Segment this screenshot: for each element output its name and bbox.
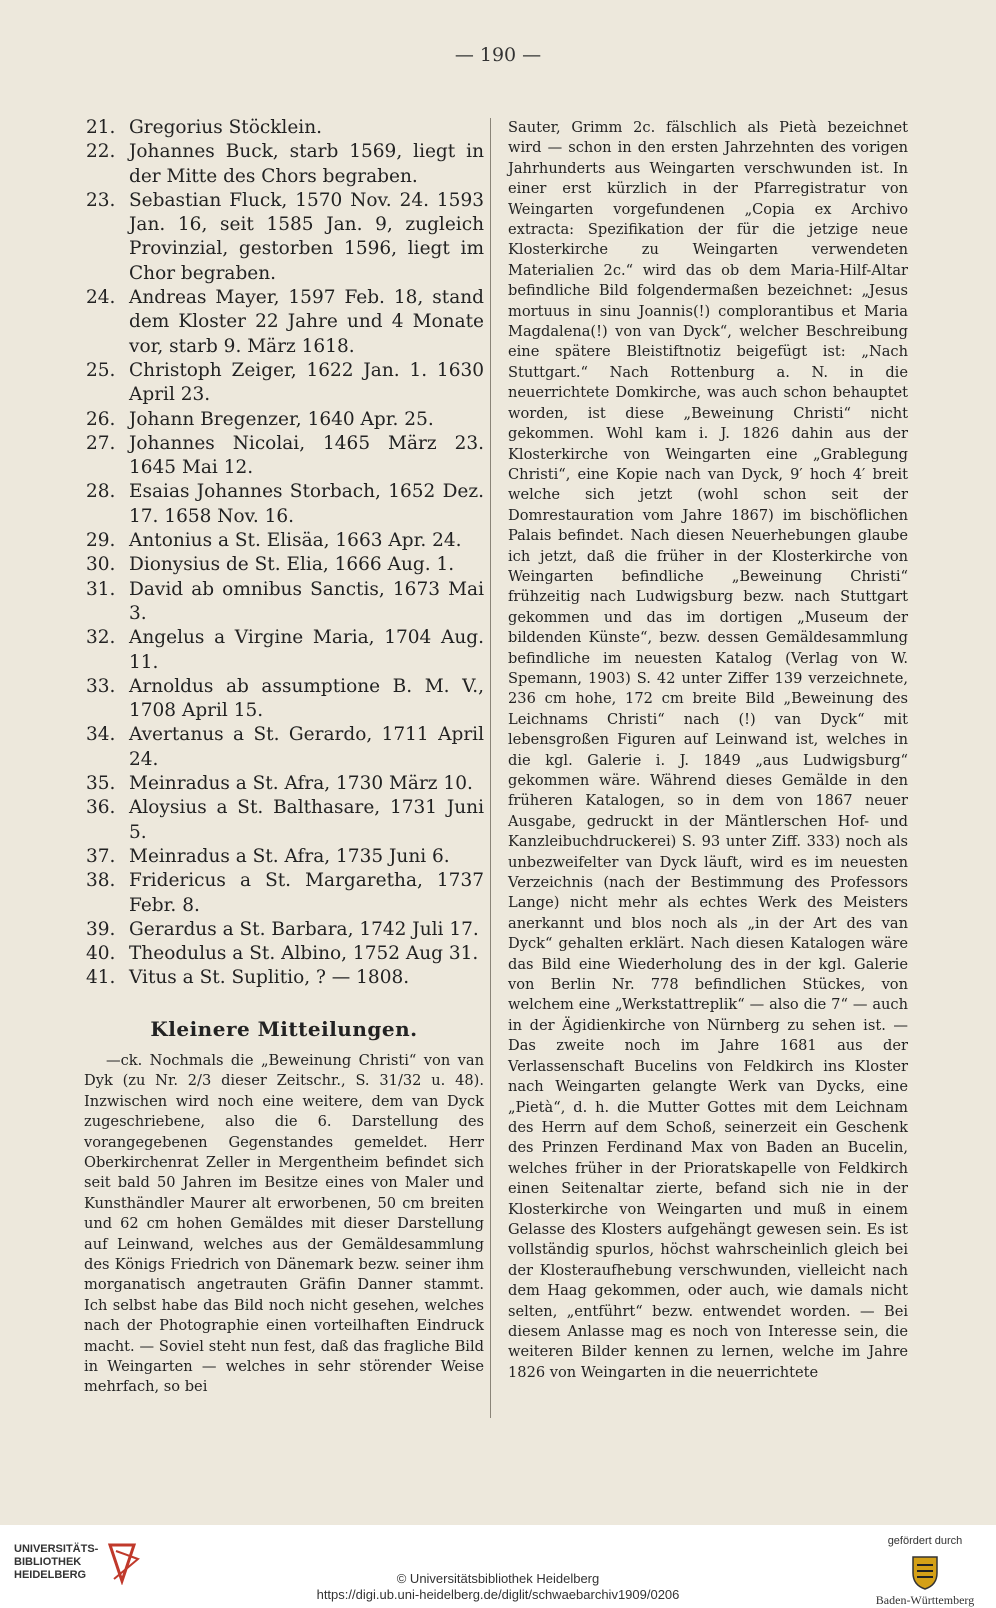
list-number: 40.	[86, 943, 116, 965]
list-text: Theodulus a St. Albino, 1752 Aug 31.	[129, 943, 479, 965]
section-title: Kleinere Mitteilungen.	[150, 1016, 418, 1041]
list-text: Meinradus a St. Afra, 1735 Juni 6.	[129, 845, 450, 867]
list-item	[84, 942, 484, 966]
list-number: 36.	[86, 797, 116, 819]
right-column	[508, 118, 908, 1383]
list-number: 29.	[86, 530, 116, 552]
list-item	[84, 189, 484, 286]
list-item	[84, 432, 484, 481]
list-text: David ab omnibus Sanctis, 1673 Mai 3.	[129, 578, 484, 624]
list-number: 35.	[86, 773, 116, 795]
coat-of-arms-icon	[905, 1551, 945, 1591]
list-number: 26.	[86, 408, 116, 430]
list-text: Arnoldus ab assumptione B. M. V., 1708 April 15.	[129, 675, 484, 722]
list-number: 23.	[86, 189, 116, 211]
list-number: 27.	[86, 432, 116, 454]
list-text: Johannes Nicolai, 1465 März 23. 1645 Mai 12.	[129, 432, 484, 479]
list-text: Meinradus a St. Afra, 1730 März 10.	[129, 773, 473, 795]
list-text: Avertanus a St. Gerardo, 1711 April 24.	[129, 724, 484, 770]
list-number: 30.	[86, 554, 116, 576]
prior-list	[84, 116, 484, 991]
list-number: 22.	[86, 141, 116, 163]
list-item	[84, 553, 484, 577]
list-item	[84, 578, 484, 627]
list-text: Vitus a St. Suplitio, ? — 1808.	[129, 967, 410, 989]
list-number: 24.	[86, 287, 116, 309]
list-text: Antonius a St. Elisäa, 1663 Apr. 24.	[129, 530, 462, 552]
list-text: Johann Bregenzer, 1640 Apr. 25.	[129, 408, 434, 430]
left-paragraph: —ck. Nochmals die „Beweinung Christi“ von van Dyk (zu Nr. 2/3 dieser Zeitschr., S. 31/32 u. 48). Inzwischen wird noch eine weitere, dem van Dyck zugeschriebene, also die 6. Darstellung des vorangegebenen Gegenstandes gemeldet. Herr Oberkirchenrat Zeller in Mergentheim befindet sich seit bald 50 Jahren im Besitze eines von Maler und Kunsthändler Maurer alt erworbenen, 50 cm breiten und 62 cm hohen Gemäldes mit dieser Darstellung auf Leinwand, welches aus der Gemäldesammlung des Königs Friedrich von Dänemark bezw. seiner ihm morganatisch angetrauten Gräfin Danner stammt. Ich selbst habe das Bild noch nicht gesehen, welches nach der Photographie einen vorteilhaften Eindruck macht. — Soviel steht nun fest, daß das fragliche Bild in Weingarten — welches in sehr störender Weise mehrfach, so bei	[84, 1051, 484, 1396]
list-text: Sebastian Fluck, 1570 Nov. 24. 1593 Jan. 16, seit 1585 Jan. 9, zugleich Provinzial, gestorben 1596, liegt im Chor begraben.	[129, 189, 484, 284]
list-text: Dionysius de St. Elia, 1666 Aug. 1.	[129, 554, 455, 576]
footer-credits	[0, 1571, 996, 1603]
page-number: — 190 —	[454, 44, 542, 66]
list-item	[84, 845, 484, 869]
list-text: Johannes Buck, starb 1569, liegt in der Mitte des Chors begraben.	[129, 141, 484, 187]
copyright-text: © Universitätsbibliothek Heidelberg	[396, 1571, 600, 1586]
source-url[interactable]: https://digi.ub.uni-heidelberg.de/diglit/schwaebarchiv1909/0206	[316, 1587, 680, 1602]
funder-block	[860, 1535, 990, 1608]
list-text: Gerardus a St. Barbara, 1742 Juli 17.	[129, 918, 479, 940]
list-text: Fridericus a St. Margaretha, 1737 Febr. 8.	[129, 870, 484, 916]
list-number: 25.	[86, 359, 116, 381]
list-item	[84, 140, 484, 189]
list-item	[84, 966, 484, 990]
list-number: 21.	[86, 117, 116, 138]
list-item	[84, 723, 484, 772]
list-item	[84, 359, 484, 408]
column-divider	[490, 118, 491, 1418]
left-column	[84, 116, 484, 1398]
list-item	[84, 675, 484, 724]
library-name: UNIVERSITÄTS-BIBLIOTHEK HEIDELBERG	[14, 1543, 99, 1581]
list-number: 33.	[86, 675, 116, 697]
list-text: Esaias Johannes Storbach, 1652 Dez. 17. 1658 Nov. 16.	[129, 481, 484, 527]
list-item	[84, 869, 484, 918]
list-item	[84, 772, 484, 796]
footer	[0, 1525, 996, 1608]
list-item	[84, 286, 484, 359]
list-item	[84, 626, 484, 675]
list-number: 31.	[86, 578, 116, 600]
list-item	[84, 918, 484, 942]
list-text: Christoph Zeiger, 1622 Jan. 1. 1630 April 23.	[129, 359, 484, 406]
right-paragraph: Sauter, Grimm 2c. fälschlich als Pietà bezeichnet wird — schon in den ersten Jahrzehnten des vorigen Jahrhunderts aus Weingarten verschwunden ist. In einer erst kürzlich in der Pfarregistratur von Weingarten vorgefundenen „Copia ex Archivo extracta: Spezifikation der für die jetzige neue Klosterkirche zu Weingarten verwendeten Materialien 2c.“ wird das ob dem Maria-Hilf-Altar befindliche Bild folgendermaßen bezeichnet: „Jesus mortuus in sinu Joannis(!) complorantibus et Maria Magdalena(!) von van Dyck“, welcher Beschreibung eine spätere Bleistiftnotiz beigefügt ist: „Nach Stuttgart.“ Nach Rottenburg a. N. in die neuerrichtete Domkirche, was auch schon behauptet worden, ist diese „Beweinung Christi“ nicht gekommen. Wohl kam i. J. 1826 dahin aus der Klosterkirche von Weingarten eine „Grablegung Christi“, eine Kopie nach van Dyck, 9′ hoch 4′ breit welche sich jetzt (wohl schon seit der Domrestauration vom Jahre 1867) im bischöflichen Palais befindet. Nach diesen Neuerhebungen glaube ich jetzt, daß die früher in der Klosterkirche von Weingarten befindliche „Beweinung Christi“ frühzeitig nach Ludwigsburg bezw. nach Stuttgart gekommen und das im dortigen „Museum der bildenden Künste“, bezw. dessen Gemäldesammlung befindliche im neuesten Katalog (Verlag von W. Spemann, 1903) S. 42 unter Ziffer 139 verzeichnete, 236 cm hohe, 172 cm breite Bild „Beweinung des Leichnams Christi“ nach (!) van Dyck“ mit lebensgroßen Figuren auf Leinwand ist, welches in die kgl. Galerie i. J. 1849 „aus Ludwigsburg“ gekommen wäre. Während dieses Gemälde in den früheren Katalogen, so in dem von 1867 neuer Ausgabe, gedruckt in der Mäntlerschen Hof- und Kanzleibuchdruckerei) S. 93 unter Ziff. 333) noch als unbezweifelter van Dyck läuft, wird es im neuesten Verzeichnis (nach der Bestimmung des Professors Lange) nicht mehr als echtes Werk des Meisters anerkannt und blos noch als „in der Art des van Dyck“ gehalten erklärt. Nach diesen Katalogen wäre das Bild eine Wiederholung des in der kgl. Galerie von Berlin Nr. 778 befindlichen Stückes, von welchem eine „Werkstattreplik“ — also die 7“ — auch in der Ägidienkirche von Nürnberg zu sehen ist. — Das zweite noch im Jahre 1681 aus der Verlassenschaft Bucelins von Feldkirch ins Kloster nach Weingarten gelangte Werk van Dycks, eine „Pietà“, d. h. die Mutter Gottes mit dem Leichnam des Herrn auf dem Schoß, seinerzeit ein Geschenk des Prinzen Ferdinand Max von Baden an Bucelin, welches früher in der Prioratskapelle von Feldkirch einen Seitenaltar zierte, befand sich nie in der Klosterkirche von Weingarten und muß in einem Gelasse des Klosters aufgehängt gewesen sein. Es ist vollständig spurlos, höchst wahrscheinlich gleich bei der Klosteraufhebung verschwunden, vielleicht nach dem Haag gekommen, oder auch, wie damals nicht selten, „entführt“ bezw. entwendet worden. — Bei diesem Anlasse mag es noch von Interesse sein, die weiteren Bilder kennen zu lernen, welche im Jahre 1826 von Weingarten in die neuerrichtete	[508, 119, 908, 1381]
funder-name: Baden-Württemberg	[875, 1593, 975, 1607]
list-number: 37.	[86, 845, 116, 867]
list-text: Andreas Mayer, 1597 Feb. 18, stand dem Kloster 22 Jahre und 4 Monate vor, starb 9. März 1618.	[129, 287, 484, 357]
list-text: Aloysius a St. Balthasare, 1731 Juni 5.	[129, 797, 484, 843]
list-item	[84, 796, 484, 845]
list-item	[84, 480, 484, 529]
list-number: 34.	[86, 724, 116, 746]
list-number: 41.	[86, 967, 116, 989]
list-number: 32.	[86, 627, 116, 649]
list-number: 28.	[86, 481, 116, 503]
list-item	[84, 408, 484, 432]
funded-by-label: gefördert durch	[887, 1535, 963, 1547]
list-text: Angelus a Virgine Maria, 1704 Aug. 11.	[129, 627, 484, 673]
list-number: 39.	[86, 918, 116, 940]
list-text: Gregorius Stöcklein.	[129, 117, 322, 138]
list-number: 38.	[86, 870, 116, 892]
list-item	[84, 116, 484, 140]
list-item	[84, 529, 484, 553]
